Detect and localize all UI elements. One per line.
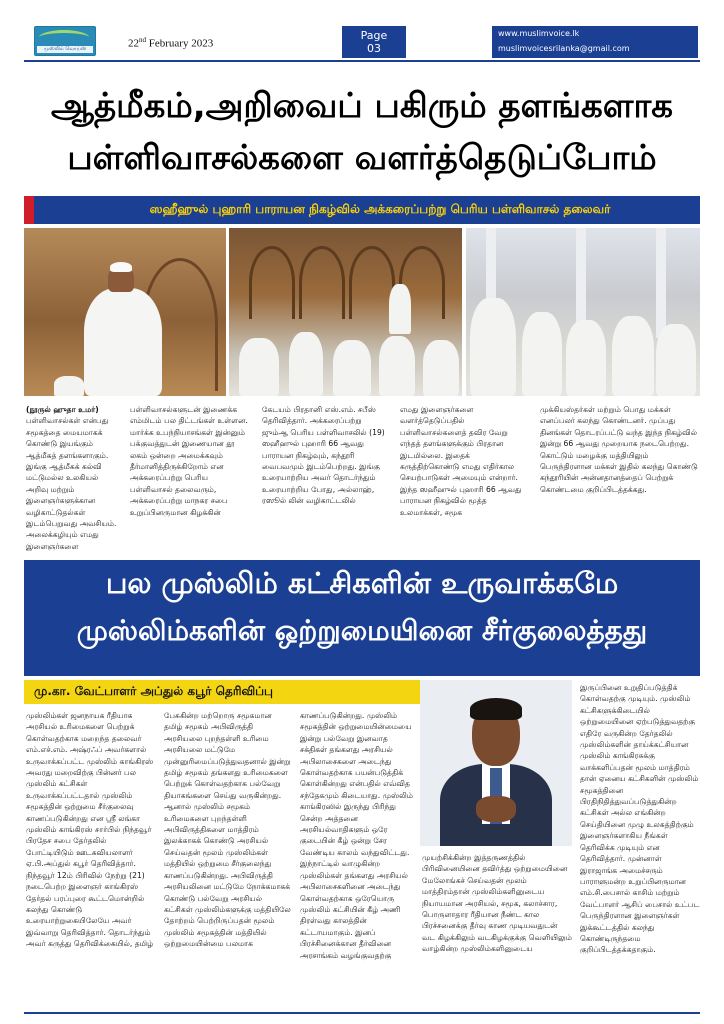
story1-col3-text: கேடயம் பிரதானி எஸ்.எம். சபீஸ் தெரிவித்தார். அக்கரைப்பற்று ஜும்ஆ பெரிய பள்ளிவாசலில் (19) ஸஹீஹுல் புஹாரி 66 ஆவது பாராயன நிகழ்வும், கந்தூரி வைபவமும் இடம்பெற்றது. இங்கு உரையாற்றிய அவர் தொடர்ந்தும் உரையாற்றிய போது, அல்லாஹ், ரஸூல் லின் வழிகாட்டலில் <box>262 405 385 506</box>
story2-column-2 <box>164 710 292 1010</box>
date-rest: February 2023 <box>146 37 214 50</box>
story1-column-1 <box>26 404 122 554</box>
story1-column-2 <box>130 404 250 554</box>
photo-caption: (நூருல் ஹுதா உமர்) <box>26 405 99 414</box>
gathering-photo <box>229 228 462 396</box>
story2-headline-line1: பல முஸ்லிம் கட்சிகளின் உருவாக்கமே <box>105 566 619 600</box>
masthead-logo <box>34 26 96 56</box>
header-divider <box>24 60 700 62</box>
page-number: 03 <box>367 42 381 55</box>
story1-col4-text: எமது இளைஞர்களை வளர்த்தெடுப்பதில் பள்ளிவாசல்களைத் தவிர வேறு எந்தத் தளங்களுக்கும் பிரதான இடமில்லை. இதைக் கருத்திற்கொண்டு எமது எதிர்கால செயற்பாடுகள் அமையும் என்றார். இந்த ஸஹீஹுல் புஹாரி 66 ஆவது பாராயன நிகழ்வில் மூத்த உலமாக்கள், சமூக <box>400 405 522 517</box>
email-link[interactable]: muslimvoicesrilanka@gmail.com <box>498 44 630 53</box>
story1-col1-text: பள்ளிவாசல்கள் என்பது சமூகத்தை மையமாகக் கொண்டு இயங்கும் ஆத்மீகத் தளங்களாகும். இங்கு ஆத்மீகக் கல்வி மட்டுமல்ல உலகியல் அறிவு மற்றும் இளைஞர்களுக்கான வழிகாட்டுதல்கள் இடம்பெறுவது அவசியம். அலைக்கழியும் எமது இளைஞர்களை <box>26 416 117 551</box>
story2-col5-text: இருப்பினை உறுதிப்படுத்திக் கொள்வதற்கு முடியும். முஸ்லிம் கட்சிகளுக்கிடையில் ஒற்றுமையினை ஏற்படுத்துவதற்கு எதிரே வருகின்ற தேர்தலில் முஸ்லிம்களின் தாய்க்கட்சியான முஸ்லிம் காங்கிரசுக்கு வாக்களிப்பதன் மூலம் மாத்திரம் தான் ஏனைய கட்சிகளின் முஸ்லிம் சமூகத்தினை பிரதிநிதித்துவப்படுத்துகின்ற கட்சிகள் அல்ல எங்கின்ற செய்தியினை முழு உலகத்திற்கும் இளைஞர்களாகிய நீங்கள் தெரிவிக்க முடியும் என தெரிவித்தார். முன்னாள் இராஜாங்க அமைச்சரும் பாராளுமன்ற உறுப்பினருமான எம்.சி.பைசால் காசிம் மற்றும் வேட்பாளர் ஆசிப் பைசால் உட்பட பெருந்திரளான இளைஞர்கள் இக்கூட்டத்தில் கலந்து கொண்டிருந்தமை குறிப்பிடத்தக்கதாகும். <box>580 683 700 955</box>
story2-column-4 <box>422 852 572 1010</box>
story1-column-3 <box>262 404 388 554</box>
contact-box <box>492 26 698 58</box>
logo-swoosh-icon <box>39 30 89 45</box>
story1-headline-line2: பள்ளிவாசல்களை வளர்த்தெடுப்போம் <box>67 138 657 178</box>
page-indicator <box>342 26 406 58</box>
story1-subheadline-bar <box>24 196 700 224</box>
story2-column-5 <box>580 682 700 1010</box>
story1-subheadline: ஸஹீஹுல் புஹாரி பாராயன நிகழ்வில் அக்கரைப்பற்று பெரிய பள்ளிவாசல் தலைவர் <box>149 202 611 216</box>
speaker-photo <box>24 228 226 396</box>
story2-col4-text: முயற்சிக்கின்ற இத்தருணத்தில் பிரிவினையினை தவிர்த்து ஒற்றுமையினை மேலோங்கச் செய்வதன் மூலம் மாத்திரம்தான் முஸ்லிம்களினுடைய நியாயமான அரசியல், சமூக, கலாச்சார, பொருளாதார ரீதியான நீண்ட கால பிரச்சனைக்கு தீர்வு காண முடியவதுடன் வட கிழக்கிலும் வடகிழக்குக்கு வெளியிலும் வாழ்கின்ற முஸ்லிம்களினுடைய <box>422 853 572 954</box>
candidate-portrait <box>420 680 572 846</box>
date-day: 22 <box>128 37 139 50</box>
story2-column-1 <box>26 710 156 1010</box>
story1-column-4 <box>400 404 528 554</box>
subheadline-accent <box>24 196 34 224</box>
story2-col1-text: முஸ்லிம்கள் ஜனநாயக ரீதியாக அரசியல் உரிமைகளை பெற்றுக் கொள்வதற்காக மறைந்த தலைவர் எம்.எச்.எம். அஷ்ரஃப் அவர்களால் உருவாக்கப்பட்ட முஸ்லிம் காங்கிரஸ் அவரது மறைவிற்கு பின்னர் பல முஸ்லிம் கட்சிகள் உருவாக்கப்பட்டதால் முஸ்லிம் சமூகத்தின் ஒற்றுமை சீர்குலைவு காணப்படுகின்றது என ஸ்ரீ லங்கா முஸ்லிம் காங்கிரஸ் சார்பில் நிந்தவூர் பிரதேச சபை தேர்தலில் போட்டியிடும் ஊடகவியலாளர் ஏ.பி.அப்துல் கபூர் தெரிவித்தார். நிந்தவூர் 12ம் பிரிவில் நேற்று (21) நடைபெற்ற இளைஞர் காங்கிரஸ் தேர்தல் பரப்புரை கூட்டமொன்றில் கலந்து கொண்டு உரையாற்றுகையிலேயே அவர் இவ்வாறு தெரிவித்தார். தொடர்ந்தும் அவர் கருத்து தெரிவிக்கையில், தமிழ் <box>26 711 154 949</box>
story2-headline-line2: முஸ்லிம்களின் ஒற்றுமையினை சீர்குலைத்தது <box>76 614 648 647</box>
story1-headline-line1: ஆத்மீகம்,அறிவைப் பகிரும் தளங்களாக <box>51 86 673 126</box>
logo-text: முஸ்லிம் வொய்ஸ் <box>37 46 93 53</box>
footer-divider <box>24 1012 700 1014</box>
website-link[interactable]: www.muslimvoice.lk <box>498 29 580 38</box>
page-label: Page <box>360 29 388 42</box>
story1-column-5 <box>540 404 700 554</box>
story1-col2-text: பள்ளிவாசல்களுடன் இணைக்க எம்மிடம் பல திட்டங்கள் உள்ளன. மார்க்க உபந்நியாசங்கள் இன்னும் பக்குவத்துடன் இணையான தூ லகம் ஒன்றை அமைக்கவும் தீர்மானித்திருக்கிறோம் என அக்கரைப்பற்று பெரிய பள்ளிவாசல் தலைவரும், அக்கரைப்பற்று மாநகர சபை உறுப்பினருமான கிழக்கின் <box>130 405 248 517</box>
story2-subheadline: மு.கா. வேட்பாளர் அப்துல் கபூர் தெரிவிப்பு <box>34 684 273 698</box>
story2-subheadline-bar <box>24 680 424 704</box>
story2-col3-text: காணப்படுகின்றது. முஸ்லிம் சமூகத்தின் ஒற்றுமையின்மையை இன்று பல்வேறு இனவாத சக்திகள் தங்களது அரசியல் அபிலாசைகளை அடைந்து கொள்வதற்காக பயன்படுத்திக் கொள்கின்றது என்பதில் எவ்வித சந்தேகமும் கிடையாது. முஸ்லிம் காங்கிரஸில் இருந்து பிரிந்து சென்ற அத்தனை அரசியல்வாதிகளும் ஒரே குடையின் கீழ் ஒன்று சேர வேண்டிய காலம் வந்துவிட்டது. இந்நாட்டில் வாழுகின்ற முஸ்லிம்கள் தங்களது அரசியல் அபிலாசைகளினை அடைந்து கொள்வதற்காக ஒரேயொரு முஸ்லிம் கட்சியின் கீழ் அணி திரள்வது காலத்தின் கட்டாயமாகும். இனப் பிரச்சினைக்கான தீர்வினை அரசாங்கம் வழங்குவதற்கு <box>300 711 414 960</box>
story2-column-3 <box>300 710 414 1010</box>
story1-col5-text: முக்கியஸ்தர்கள் மற்றும் பொது மக்கள் எனப்பலர் கலந்து கொண்டனர். முப்பது தினங்கள் தொடரப்பட்டு வந்த இந்த நிகழ்வில் இன்று 66 ஆவது முறையாக நடைபெற்றது. கொட்டும் மழைக்கு மத்தியிலும் பெருந்திரளான மக்கள் இதில் கலந்து கொண்டு கந்தூரியின் அன்னதானத்தைப் பெற்றுக் கொண்டமை குறிப்பிடத்தக்கது. <box>540 405 698 494</box>
congregation-photo <box>466 228 700 396</box>
story2-col2-text: பேசுகின்ற மற்றொரு சமூகமான தமிழ் சமூகம் அபிவிருத்தி அரசியலை புறந்தள்ளி உரிமை அரசியலை மட்டுமே முன்னுரிமைப்படுத்துவதனால் இன்று தமிழ் சமூகம் தங்களது உரிமைகளை பெற்றுக் கொள்வதற்காக பல்வேறு தியாகங்களை செய்து வருகின்றது. ஆனால் முஸ்லிம் சமூகம் உரிமைகளை புறந்தள்ளி அபிவிருத்திகளை மாத்திரம் இலக்காகக் கொண்டு அரசியல் செய்வதன் மூலம் முஸ்லிம்கள் மத்தியில் ஒற்றுமை சீர்குலைந்து காணப்படுகின்றது. அபிவிருத்தி அரசியலினை மட்டுமே நோக்கமாகக் கொண்டு பல்வேறு அரசியல் கட்சிகள் முஸ்லிம்களுக்கு மத்தியிலே தோற்றம் பெற்றிருப்பதன் மூலம் முஸ்லிம் சமூகத்தின் மத்தியில் ஒற்றுமையின்மை பலமாக <box>164 711 291 949</box>
date-suffix: nd <box>139 36 146 44</box>
issue-date <box>128 36 213 50</box>
